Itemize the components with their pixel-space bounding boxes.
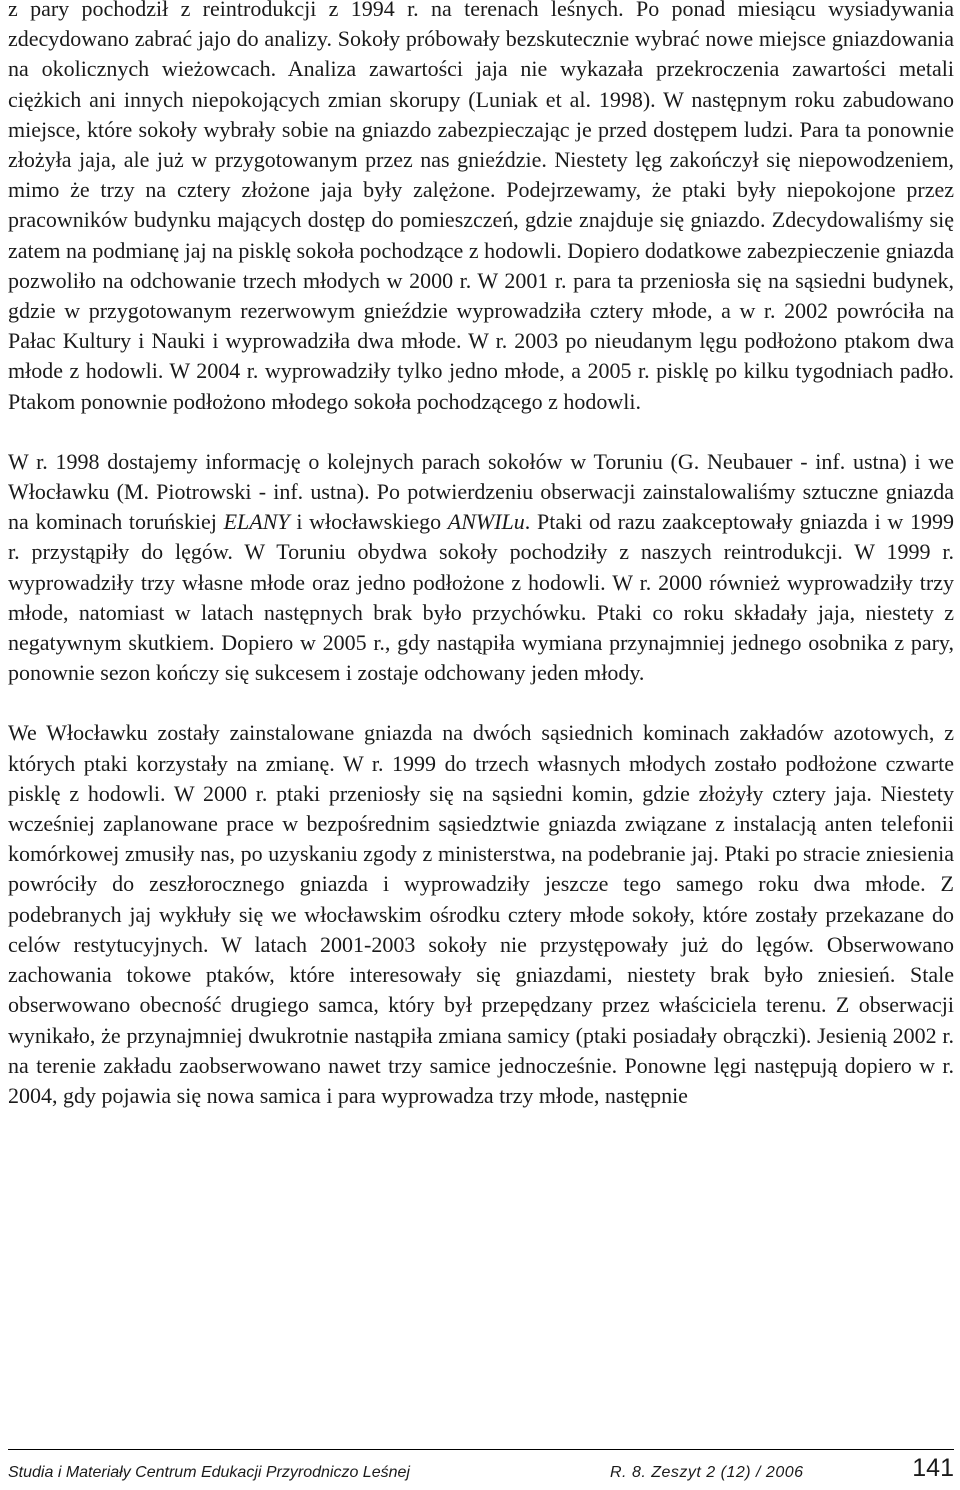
article-body	[8, 0, 954, 1111]
journal-title: Studia i Materiały Centrum Edukacji Przyrodniczo Leśnej	[8, 1464, 410, 1481]
paragraph-wloclawek: We Włocławku zostały zainstalowane gniazda na dwóch sąsiednich kominach zakładów azotowych, z których ptaki korzystały na zmianę. W r. 1999 do trzech własnych młodych zostało podłożone czwarte pisklę z hodowli. W 2000 r. ptaki przeniosły się na sąsiedni komin, gdzie złożyły cztery jaja. Niestety wcześniej zaplanowane prace w bezpośrednim sąsiedztwie gniazda związane z instalacją anten telefonii komórkowej zmusiły nas, po uzyskaniu zgody z ministerstwa, na podebranie jaj. Ptaki po stracie zniesienia powróciły do zeszłorocznego gniazda i wyprowadziły jeszcze tego samego roku dwa młode. Z podebranych jaj wykłuły się we włocławskim ośrodku cztery młode sokoły, które zostały przekazane do celów restytucyjnych. W latach 2001-2003 sokoły nie przystępowały już do lęgów. Obserwowano zachowania tokowe ptaków, które interesowały się gniazdami, niestety brak było zniesień. Stale obserwowano obecność drugiego samca, który był przepędzany przez właściciela terenu. Z obserwacji wynikało, że przynajmniej dwukrotnie nastąpiła zmiana samicy (ptaki posiadały obrączki). Jesienią 2002 r. na terenie zakładu zaobserwowano nawet trzy samice jednocześnie. Ponowne lęgi następują dopiero w r. 2004, gdy pojawia się nowa samica i para wyprowadza trzy młode, następnie	[8, 720, 954, 1108]
paragraph2-text-3: . Ptaki od razu zaakceptowały gniazda i w 1999 r. przystąpiły do lęgów. W Toruniu obydwa sokoły pochodziły z naszych reintrodukcji. W 1999 r. wyprowadziły trzy własne młode oraz jedno podłożone z hodowli. W r. 2000 również wyprowadziły trzy młode, natomiast w latach następnych brak było przychówku. Ptaki co roku składały jaja, niestety z negatywnym skutkiem. Dopiero w 2005 r., gdy nastąpiła wymiana przynajmniej jednego osobnika z pary, ponownie sezon kończy się sukcesem i zostaje odchowany jeden młody.	[8, 509, 954, 686]
page-number: 141	[912, 1454, 954, 1482]
paragraph2-text-2: i włocławskiego	[289, 509, 448, 535]
paragraph2-text-1: W r. 1998 dostajemy informację o kolejnych parach sokołów w Toruniu (G. Neubauer - inf. ustna) i we Włocławku (M. Piotrowski - inf. ustna). Po potwierdzeniu obserwacji zainstalowaliśmy sztuczne gniazda na kominach toruńskiej	[8, 448, 954, 535]
issue-info: R. 8. Zeszyt 2 (12) / 2006	[610, 1464, 804, 1481]
anwil-name: ANWILu	[447, 509, 525, 535]
paragraph-warsaw-pair: z pary pochodził z reintrodukcji z 1994 r. na terenach leśnych. Po ponad miesiącu wysiadywania zdecydowano zabrać jajo do analizy. Sokoły próbowały bezskutecznie wybrać nowe miejsce gniazdowania na okolicznych wieżowcach. Analiza zawartości jaja nie wykazała przekroczenia zawartości metali ciężkich ani innych niepokojących zmian skorupy (Luniak et al. 1998). W następnym roku zabudowano miejsce, które sokoły wybrały sobie na gniazdo zabezpieczając je przed dostępem ludzi. Para ta ponownie złożyła jaja, ale już w przygotowanym przez nas gnieździe. Niestety lęg zakończył się niepowodzeniem, mimo że trzy na cztery złożone jaja były zalężone. Podejrzewamy, że ptaki były niepokojone przez pracowników budynku mających dostęp do pomieszczeń, gdzie znajduje się gniazdo. Zdecydowaliśmy się zatem na podmianę jaj na pisklę sokoła pochodzące z hodowli. Dopiero dodatkowe zabezpieczenie gniazda pozwoliło na odchowanie trzech młodych w 2000 r. W 2001 r. para ta przeniosła się na sąsiedni budynek, gdzie w przygotowanym rezerwowym gnieździe wyprowadziła cztery młode, a w r. 2002 powróciła na Pałac Kultury i Nauki i wyprowadziła dwa młode. W r. 2003 po nieudanym lęgu podłożono ptakom dwa młode z hodowli. W 2004 r. wyprowadziły tylko jedno młode, a 2005 r. pisklę po kilku tygodniach padło. Ptakom ponownie podłożono młodego sokoła pochodzącego z hodowli.	[8, 0, 954, 414]
elana-name: ELANY	[223, 509, 290, 535]
page-footer	[8, 1449, 954, 1486]
paragraph-torun-wloclawek	[8, 447, 954, 689]
